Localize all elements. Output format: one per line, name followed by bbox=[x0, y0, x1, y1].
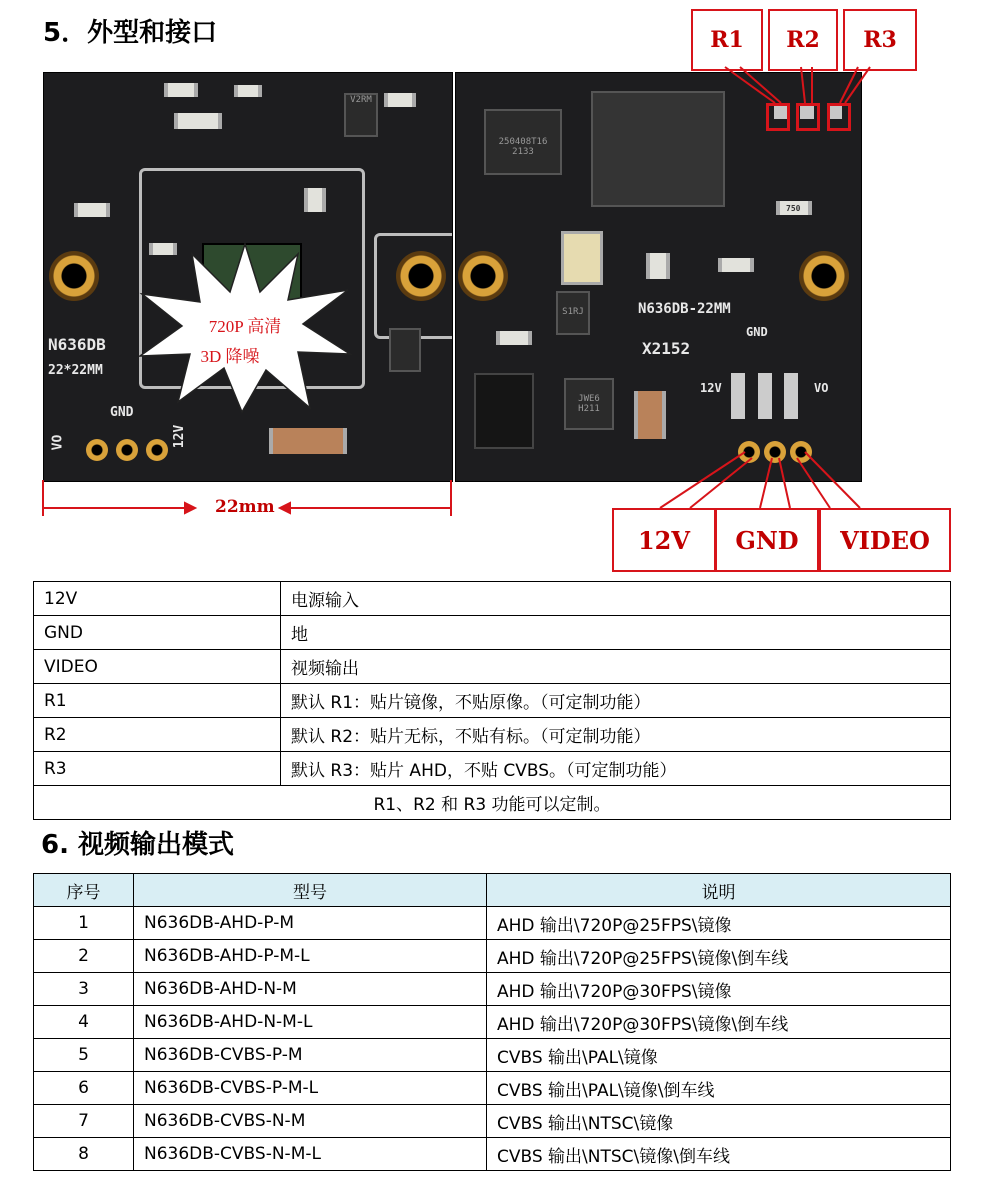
burst-line-2: 3D 降噪 bbox=[200, 347, 260, 366]
silk-model: N636DB bbox=[48, 335, 106, 354]
pin-name-cell: 12V bbox=[34, 582, 281, 616]
mode-model-cell: N636DB-CVBS-N-M-L bbox=[134, 1138, 487, 1171]
table-row bbox=[34, 616, 951, 650]
table-row bbox=[34, 650, 951, 684]
pin-desc-cell: 默认 R2：贴片无标，不贴有标。（可定制功能） bbox=[281, 718, 951, 752]
table-row bbox=[34, 1105, 951, 1138]
mode-no-cell: 1 bbox=[34, 907, 134, 940]
silk-12v: 12V bbox=[172, 424, 188, 449]
table-row bbox=[34, 907, 951, 940]
section-6-title: 6. 视频输出模式 bbox=[41, 830, 235, 860]
table-row bbox=[34, 684, 951, 718]
table-row bbox=[34, 1006, 951, 1039]
table-row bbox=[34, 752, 951, 786]
pin-desc-cell: 默认 R1：贴片镜像，不贴原像。（可定制功能） bbox=[281, 684, 951, 718]
resistor-mark: 750 bbox=[786, 204, 801, 213]
table-row bbox=[34, 582, 951, 616]
section-5-title: 5．外型和接口 bbox=[43, 18, 218, 48]
header-model: 型号 bbox=[134, 874, 487, 907]
callout-12v: 12V bbox=[612, 508, 716, 572]
table-row bbox=[34, 1138, 951, 1171]
silk-gnd: GND bbox=[746, 325, 768, 339]
mode-no-cell: 6 bbox=[34, 1072, 134, 1105]
header-desc: 说明 bbox=[487, 874, 951, 907]
mode-model-cell: N636DB-CVBS-P-M bbox=[134, 1039, 487, 1072]
silk-vo: VO bbox=[814, 381, 829, 395]
mode-desc-cell: CVBS 输出\NTSC\镜像 bbox=[487, 1105, 951, 1138]
mode-model-cell: N636DB-AHD-P-M-L bbox=[134, 940, 487, 973]
silk-12v: 12V bbox=[700, 381, 722, 395]
mode-desc-cell: AHD 输出\720P@30FPS\镜像 bbox=[487, 973, 951, 1006]
mode-model-cell: N636DB-AHD-P-M bbox=[134, 907, 487, 940]
callout-gnd: GND bbox=[715, 508, 819, 572]
silk-vo: VO bbox=[50, 434, 66, 451]
mode-table bbox=[33, 873, 951, 1171]
ic2-mark: JWE6 H211 bbox=[578, 394, 600, 414]
mode-no-cell: 7 bbox=[34, 1105, 134, 1138]
mode-model-cell: N636DB-CVBS-P-M-L bbox=[134, 1072, 487, 1105]
pin-table-footer: R1、R2 和 R3 功能可以定制。 bbox=[34, 786, 951, 820]
ic1-mark: 250408T16 2133 bbox=[498, 137, 548, 157]
pin-table bbox=[33, 581, 951, 820]
mode-desc-cell: AHD 输出\720P@25FPS\镜像\倒车线 bbox=[487, 940, 951, 973]
mode-no-cell: 3 bbox=[34, 973, 134, 1006]
mode-desc-cell: AHD 输出\720P@25FPS\镜像 bbox=[487, 907, 951, 940]
pin-name-cell: VIDEO bbox=[34, 650, 281, 684]
silk-x: X2152 bbox=[642, 339, 691, 358]
table-row bbox=[34, 786, 951, 820]
silk-gnd: GND bbox=[110, 405, 134, 420]
pin-name-cell: GND bbox=[34, 616, 281, 650]
table-row bbox=[34, 940, 951, 973]
pin-desc-cell: 视频输出 bbox=[281, 650, 951, 684]
pin-desc-cell: 电源输入 bbox=[281, 582, 951, 616]
dimension-label: 22mm bbox=[215, 497, 275, 517]
mode-no-cell: 5 bbox=[34, 1039, 134, 1072]
mode-desc-cell: CVBS 输出\NTSC\镜像\倒车线 bbox=[487, 1138, 951, 1171]
pin-name-cell: R2 bbox=[34, 718, 281, 752]
mode-no-cell: 4 bbox=[34, 1006, 134, 1039]
mode-no-cell: 8 bbox=[34, 1138, 134, 1171]
callout-r2: R2 bbox=[768, 9, 838, 71]
silk-size: 22*22MM bbox=[48, 363, 103, 378]
table-row bbox=[34, 718, 951, 752]
mode-no-cell: 2 bbox=[34, 940, 134, 973]
pin-desc-cell: 地 bbox=[281, 616, 951, 650]
mode-desc-cell: AHD 输出\720P@30FPS\镜像\倒车线 bbox=[487, 1006, 951, 1039]
mode-desc-cell: CVBS 输出\PAL\镜像\倒车线 bbox=[487, 1072, 951, 1105]
header-no: 序号 bbox=[34, 874, 134, 907]
board-figure bbox=[0, 0, 989, 575]
pin-table-body bbox=[34, 582, 951, 820]
pin-desc-cell: 默认 R3：贴片 AHD，不贴 CVBS。（可定制功能） bbox=[281, 752, 951, 786]
silk-model: N636DB-22MM bbox=[638, 301, 731, 317]
table-row bbox=[34, 973, 951, 1006]
mode-desc-cell: CVBS 输出\PAL\镜像 bbox=[487, 1039, 951, 1072]
mode-model-cell: N636DB-CVBS-N-M bbox=[134, 1105, 487, 1138]
callout-r1: R1 bbox=[691, 9, 763, 71]
ic3-mark: S1RJ bbox=[562, 307, 584, 317]
table-row bbox=[34, 1039, 951, 1072]
burst-line-1: 720P 高清 bbox=[208, 317, 282, 336]
callout-pointers bbox=[0, 0, 989, 575]
mode-model-cell: N636DB-AHD-N-M-L bbox=[134, 1006, 487, 1039]
callout-r3: R3 bbox=[843, 9, 917, 71]
chip-mark: V2RM bbox=[350, 95, 372, 105]
mode-table-body bbox=[34, 907, 951, 1171]
pin-name-cell: R1 bbox=[34, 684, 281, 718]
pin-name-cell: R3 bbox=[34, 752, 281, 786]
mode-table-header bbox=[34, 874, 951, 907]
table-row bbox=[34, 1072, 951, 1105]
callout-video: VIDEO bbox=[819, 508, 951, 572]
mode-model-cell: N636DB-AHD-N-M bbox=[134, 973, 487, 1006]
